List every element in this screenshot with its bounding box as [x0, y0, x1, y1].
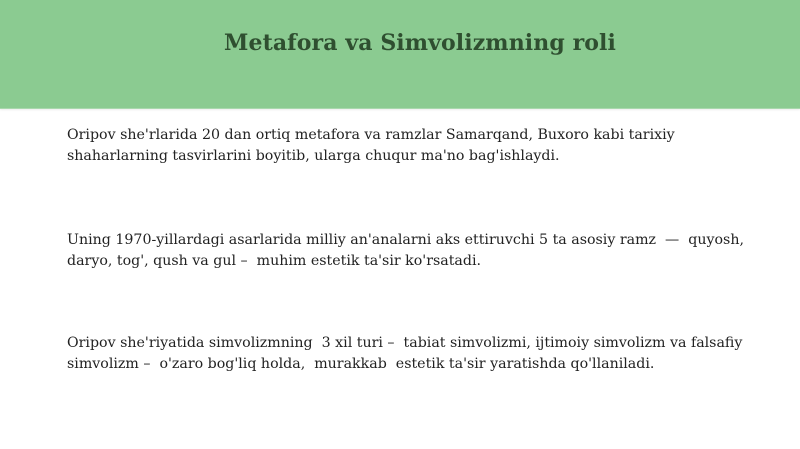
header-band — [0, 0, 800, 109]
paragraph-simvolizm-turlari: Oripov she'riyatida simvolizmning 3 xil turi – tabiat simvolizmi, ijtimoiy simvolizm va falsafiy simvolizm – o'zaro bog'liq holda, murakkab estetik ta'sir yaratishda qo'llaniladi. — [67, 335, 747, 372]
slide-title: Metafora va Simvolizmning roli — [224, 30, 616, 56]
paragraph-metafora: Oripov she'rlarida 20 dan ortiq metafora va ramzlar Samarqand, Buxoro kabi tarixiy shaharlarning tasvirlarini boyitib, ularga chuqur ma'no bag'ishlaydi. — [67, 127, 680, 164]
paragraph-ramzlar: Uning 1970-yillardagi asarlarida milliy an'analarni aks ettiruvchi 5 ta asosiy ramz — quyosh, daryo, tog', qush va gul – muhim estetik ta'sir ko'rsatadi. — [67, 232, 749, 269]
